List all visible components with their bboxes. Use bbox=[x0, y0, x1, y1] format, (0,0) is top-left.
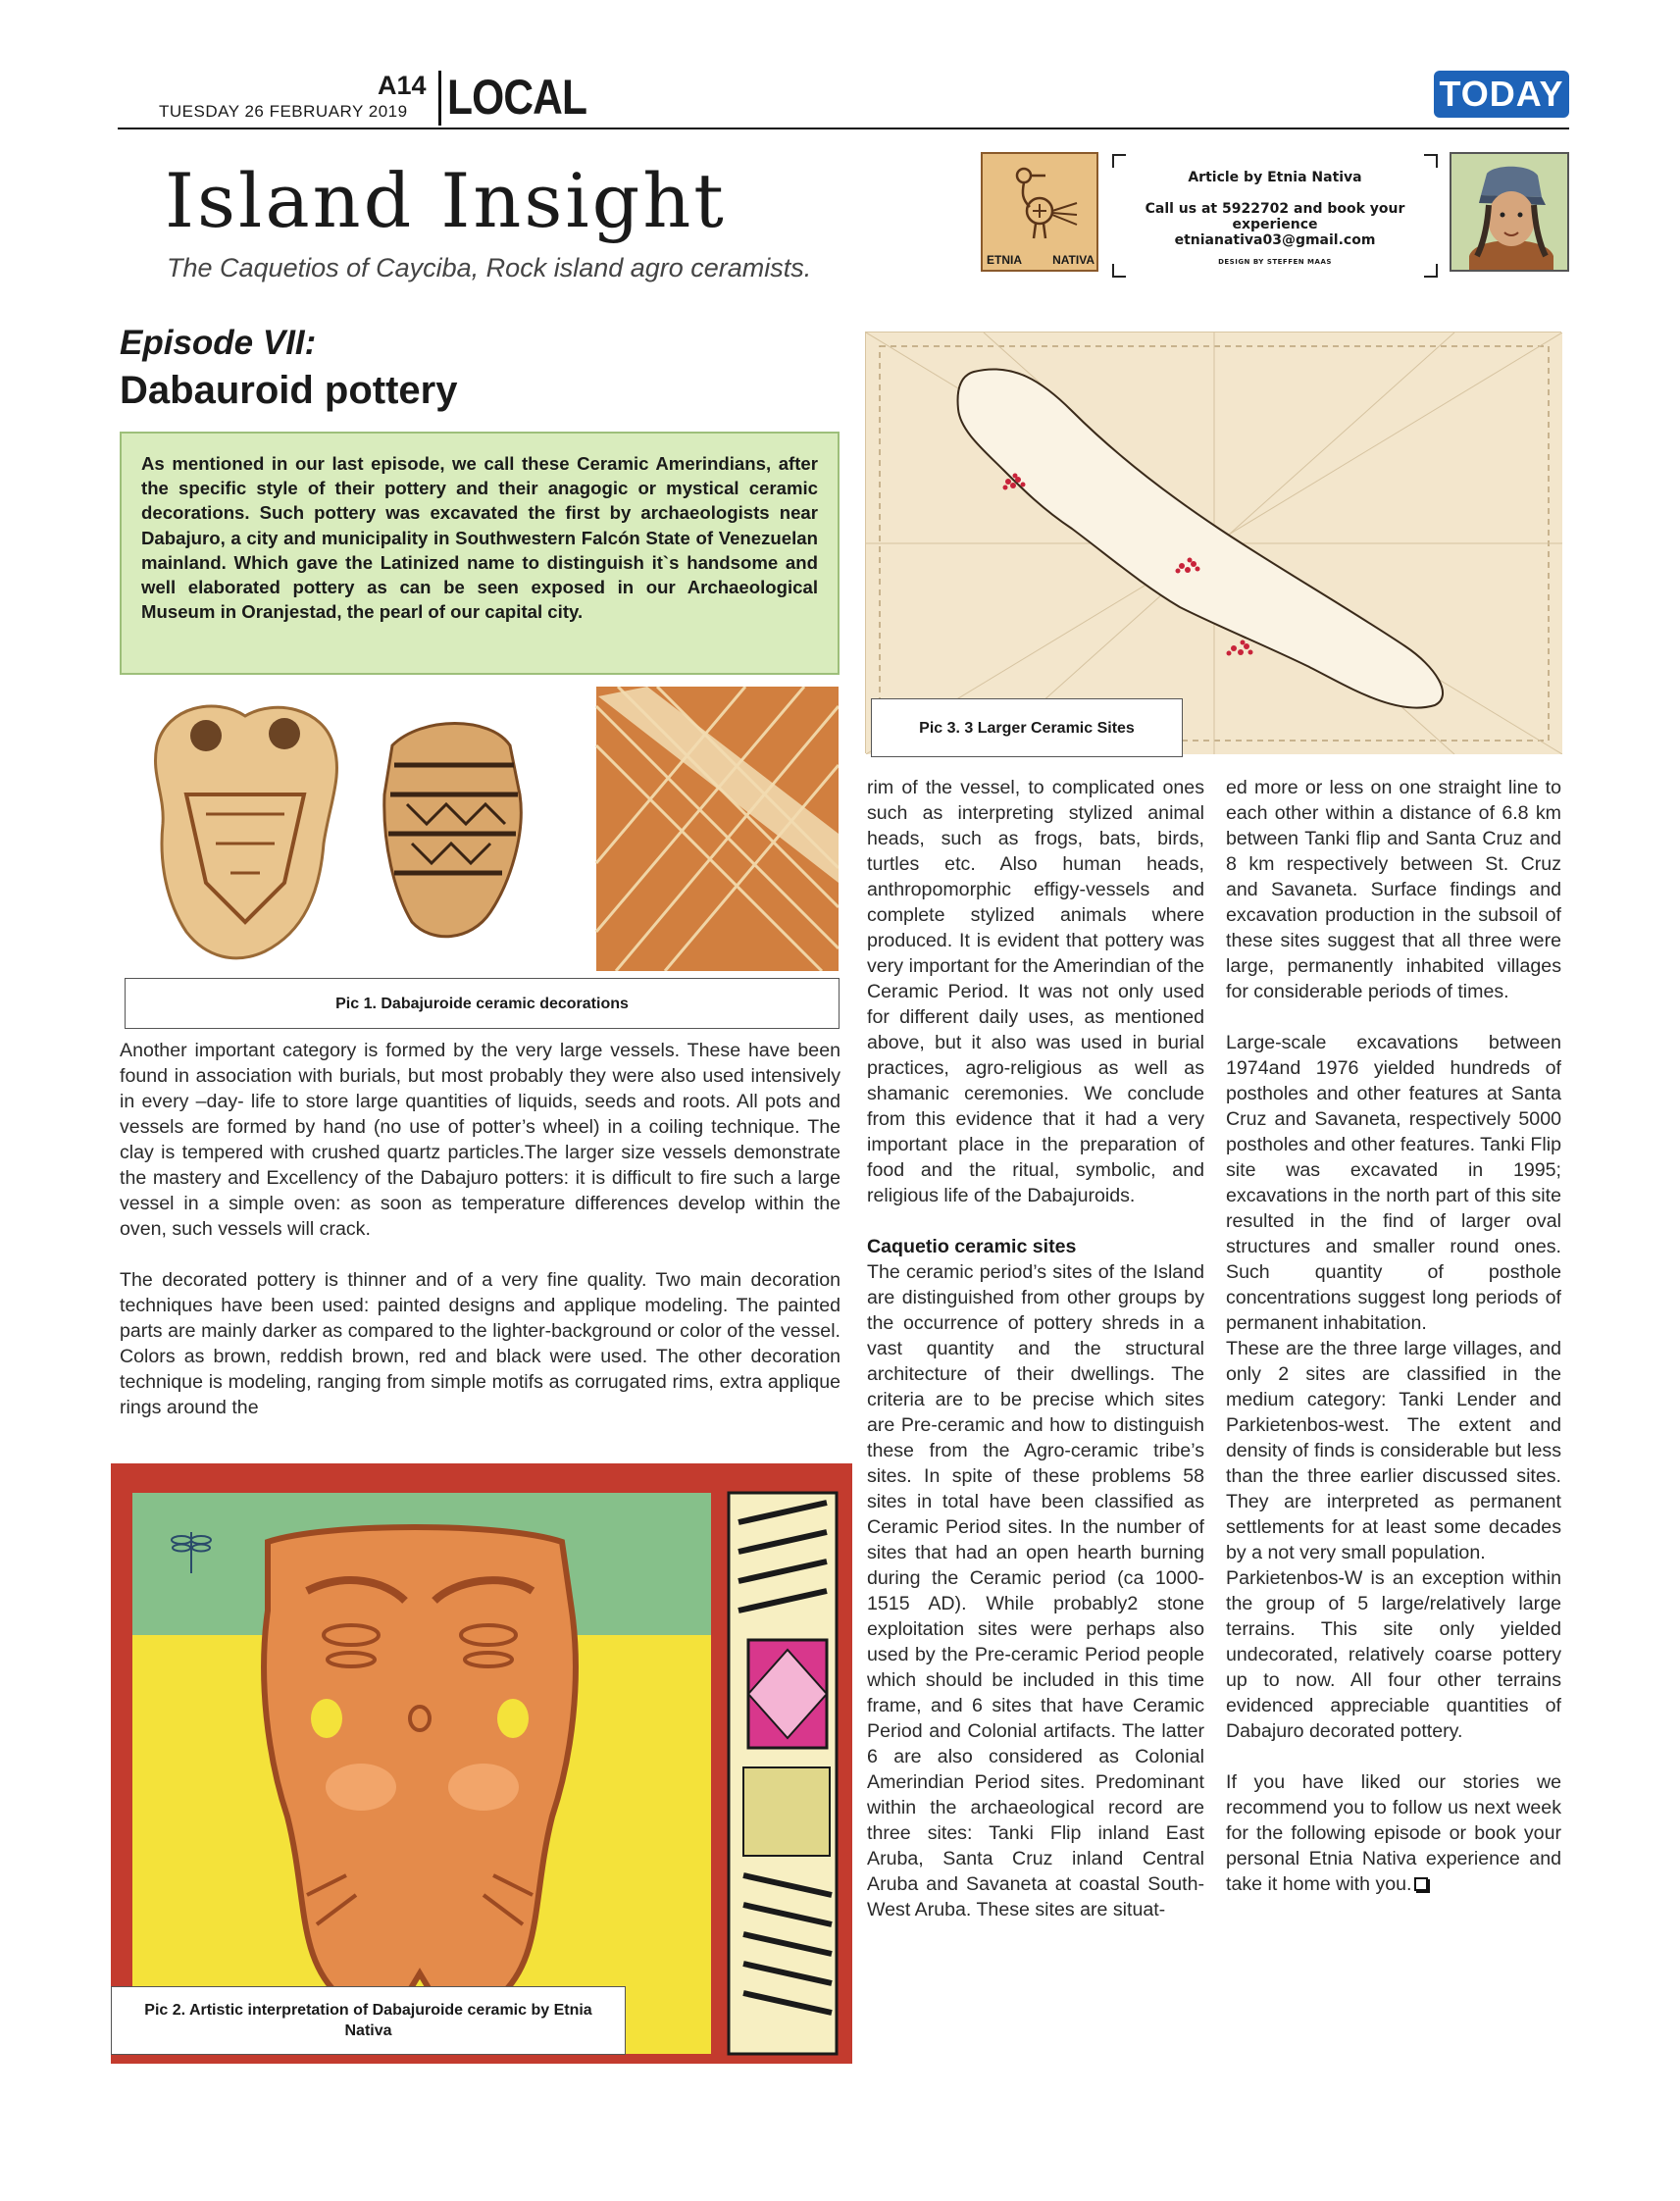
page-number: A14 bbox=[378, 71, 427, 100]
masthead-divider bbox=[438, 71, 441, 126]
paragraph: The decorated pottery is thinner and of a very fine quality. Two main decoration techniques have been used: painted designs and applique modeling. The painted parts are mainly darker as compared to the lighter-background or color of the vessel. Colors as brown, reddish brown, red and black were used. The other decoration technique is modeling, ranging from simple motifs as corrugated rims, extra applique rings around the bbox=[120, 1269, 840, 1418]
paragraph: The ceramic period’s sites of the Island are distinguished from other groups by the occurrence of pottery shreds in a vast quantity and the structural architecture of their dwellings. The criteria are to be precise which sites are Pre-ceramic and how to distinguish these from the Agro-ceramic tribe’s sites. In spite of these problems 58 sites in total have been classified as Ceramic Period sites. In the number of sites that had an open hearth burning during the Ceramic period (ca 1000-1515 AD). While probably2 stone exploitation sites were perhaps also used by the Pre-ceramic Period people which should be included in this time frame, and 6 sites that have Ceramic Period and Colonial artifacts. The latter 6 are also considered as Colonial Amerindian Period sites. Predominant within the archaeological record are three sites: Tanki Flip inland East Aruba, Santa Cruz inland Central Aruba and Savaneta at coastal South-West Aruba. These sites are situat- bbox=[867, 1261, 1204, 1920]
newspaper-logo bbox=[1434, 71, 1569, 118]
article-headline: Dabauroid pottery bbox=[120, 369, 458, 412]
intro-text: As mentioned in our last episode, we call these Ceramic Amerindians, after the specific style of their pottery and their anagogic or mystical ceramic decorations. Such pottery was excavated the first by archaeologists near Dabajuro, a city and municipality in Southwestern Falcón State of Venezuelan mainland. Which gave the Latinized name to distinguish it`s handsome and well elaborated pottery as can be seen exposed in our Archaeological Museum in Oranjestad, the pearl of our capital city. bbox=[141, 453, 818, 623]
end-mark-icon bbox=[1414, 1877, 1428, 1891]
paragraph: Another important category is formed by the very large vessels. These have been found in association with burials, but most probably they were also used intensively in every –day- life to store large quantities of liquids, seeds and roots. All pots and vessels are formed by hand (no use of potter’s wheel) in a coiling technique. The clay is tempered with crushed quartz particles.The larger size vessels demonstrate the mastery and Excellency of the Dabajuro potters: it is difficult to fire such a large vessel in a simple oven: as soon as temperature differences develop within the oven, such vessels will crack. bbox=[120, 1040, 840, 1240]
portrait-illustration bbox=[1451, 154, 1569, 272]
issue-date: TUESDAY 26 FEBRUARY 2019 bbox=[159, 102, 408, 121]
author-credit: Article by Etnia Nativa bbox=[1188, 170, 1362, 185]
ceramic-photos bbox=[137, 687, 839, 971]
paragraph: Parkietenbos-W is an exception within the group of 5 large/relatively large terrains. This site only yielded undecorated, relatively coarse pottery up to now. All four other terrains evidenced appreciable quantities of Dabajuro decorated pottery. bbox=[1226, 1567, 1561, 1742]
caption-pic1: Pic 1. Dabajuroide ceramic decorations bbox=[125, 978, 840, 1029]
corner-mark bbox=[1112, 264, 1126, 278]
logo-wordmark bbox=[987, 253, 1095, 267]
phone-line: Call us at 5922702 and book your experience bbox=[1145, 201, 1405, 232]
map-illustration bbox=[866, 333, 1562, 754]
corner-mark bbox=[1424, 264, 1438, 278]
ceramic-photos-illustration bbox=[137, 687, 839, 971]
right-column bbox=[1226, 775, 1561, 1897]
middle-column bbox=[867, 775, 1204, 1922]
section-name: LOCAL bbox=[447, 70, 587, 125]
paragraph: rim of the vessel, to complicated ones such as interpreting stylized animal heads, such as frogs, bats, birds, turtles etc. Also human heads, anthropomorphic effigy-vessels and complete stylized animals where produced. It is evident that pottery was very important for the Amerindian of the Ceramic Period. It was not only used for different daily uses, as mentioned above, but it also was used in burial practices, agro-religious as well as shamanic ceremonies. We conclude from this evidence that it had a very important place in the preparation of food and the ritual, symbolic, and religious life of the Dabajuroids. bbox=[867, 777, 1204, 1206]
paragraph: ed more or less on one straight line to each other within a distance of 6.8 km between Tanki flip and Santa Cruz and 8 km respectively between St. Cruz and Savaneta. Surface findings and excavation production in the subsoil of these sites suggest that all three were large, permanently inhabited villages for considerable periods of times. bbox=[1226, 777, 1561, 1002]
email-address[interactable]: etnianativa03@gmail.com bbox=[1174, 232, 1376, 248]
paragraph: Large-scale excavations between 1974and 1976 yielded hundreds of postholes and other features at Santa Cruz and Savaneta, respectively 5000 postholes and other features. Tanki Flip site was excavated in 1995; excavations in the north part of this site resulted in the find of larger oval structures and smaller round ones. Such quantity of posthole concentrations suggest long periods of permanent inhabitation. bbox=[1226, 1032, 1561, 1334]
logo-word-nativa: NATIVA bbox=[1052, 253, 1095, 267]
caption-pic3: Pic 3. 3 Larger Ceramic Sites bbox=[871, 698, 1183, 757]
episode-label: Episode VII: bbox=[120, 324, 317, 362]
etnia-nativa-logo bbox=[981, 152, 1098, 272]
island-map bbox=[865, 332, 1561, 753]
sponsor-banner bbox=[981, 152, 1569, 282]
author-portrait bbox=[1450, 152, 1569, 272]
intro-box bbox=[120, 432, 840, 675]
left-column bbox=[120, 1038, 840, 1420]
masthead bbox=[118, 69, 1569, 129]
newspaper-logo-text: TODAY bbox=[1439, 74, 1564, 114]
artwork-illustration bbox=[111, 1463, 852, 2064]
logo-word-etnia: ETNIA bbox=[987, 253, 1022, 267]
closing-paragraph bbox=[1226, 1769, 1561, 1897]
series-subtitle: The Caquetios of Cayciba, Rock island agro ceramists. bbox=[167, 253, 812, 282]
design-credit: DESIGN BY STEFFEN MAAS bbox=[1218, 258, 1332, 266]
paragraph: These are the three large villages, and only 2 sites are classified in the medium category: Tanki Lender and Parkietenbos-west. The extent and density of finds is considerable but less than the three earlier discussed sites. They are interpreted as permanent settlements for at least some decades by a not very small population. bbox=[1226, 1338, 1561, 1563]
series-title: Island Insight bbox=[165, 157, 727, 244]
section-subheading: Caquetio ceramic sites bbox=[867, 1236, 1077, 1257]
bird-icon bbox=[1000, 164, 1083, 240]
caption-pic2: Pic 2. Artistic interpretation of Dabajuroide ceramic by Etnia Nativa bbox=[111, 1986, 626, 2055]
artwork-photo bbox=[111, 1463, 852, 2064]
corner-mark bbox=[1424, 154, 1438, 168]
corner-mark bbox=[1112, 154, 1126, 168]
contact-info bbox=[1108, 152, 1442, 282]
closing-text: If you have liked our stories we recommend you to follow us next week for the following episode or book your personal Etnia Nativa experience and take it home with you. bbox=[1226, 1771, 1561, 1895]
